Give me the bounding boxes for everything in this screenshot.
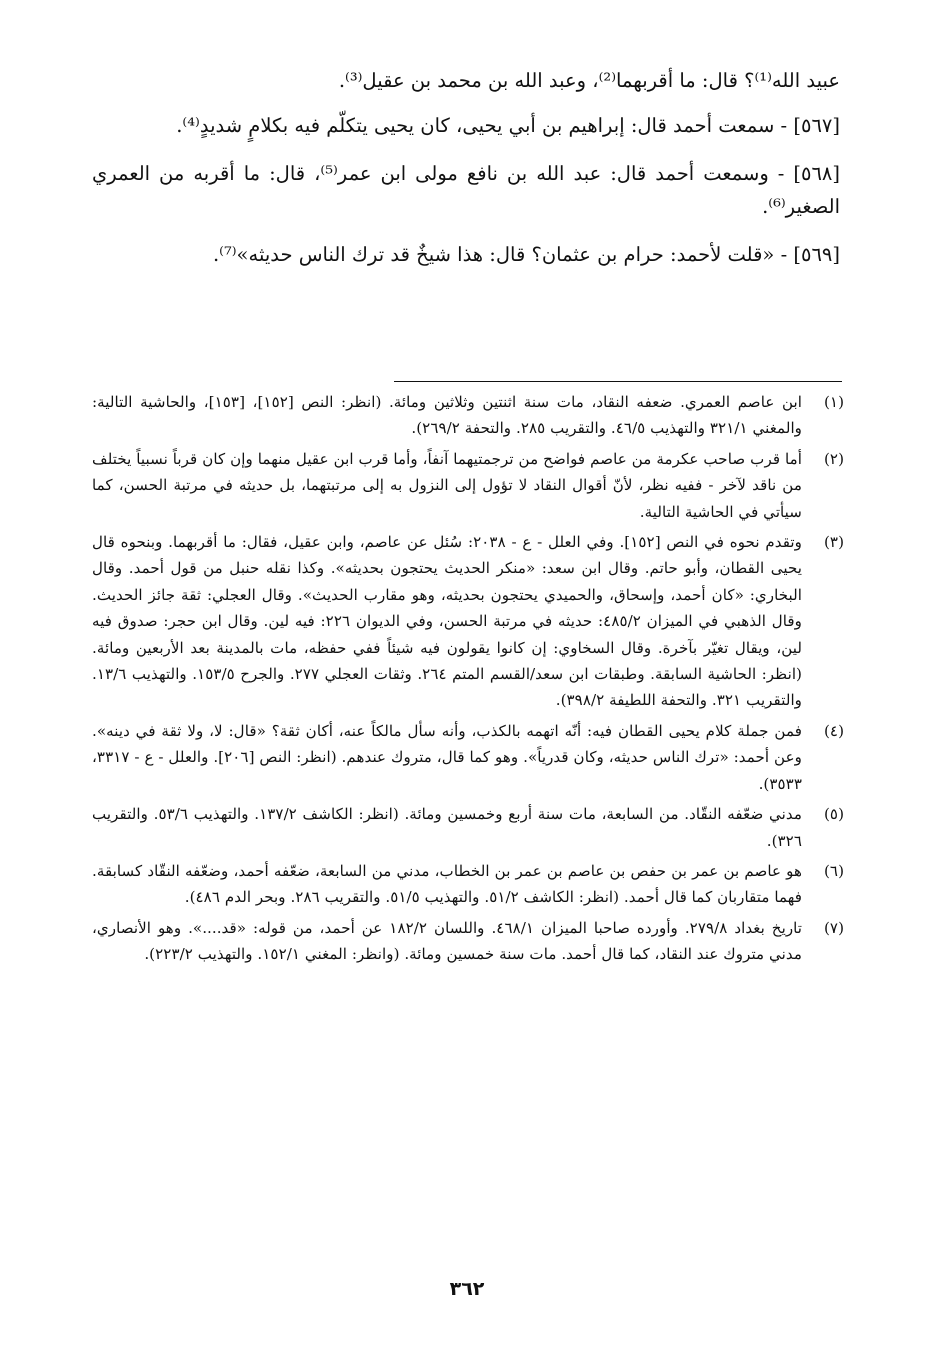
- footnote: [92, 858, 844, 911]
- footnote-text: أما قرب صاحب عكرمة من عاصم فواضح من ترجمتيهما آنفاً، وأما قرب ابن عقيل منهما وإن كان قرباً نسبياً يختلف من ناقد لآخر - ففيه نظر، لأنّ أقوال النقاد لا تؤول إلى النزول به إلى مرتبتهما، بل حديثه في مرتبة الحسن، كما سيأتي في الحاشية التالية.: [92, 449, 802, 521]
- main-paragraph: عبيد الله⁽¹⁾؟ قال: ما أقربهما⁽²⁾، وعبد الله بن محمد بن عقيل⁽³⁾.: [338, 69, 840, 92]
- main-paragraph: [٥٦٧] - سمعت أحمد قال: إبراهيم بن أبي يحيى، كان يحيى يتكلّم فيه بكلامٍ شديدٍ⁽⁴⁾.: [176, 114, 840, 137]
- footnote-text: مدني ضعّفه النقّاد. من السابعة، مات سنة أربع وخمسين ومائة. (انظر: الكاشف ١٣٧/٢. والتهذيب ٥٣/٦. والتقريب ٣٢٦).: [92, 805, 802, 850]
- footnote: [92, 801, 844, 854]
- main-paragraph: [٥٦٨] - وسمعت أحمد قال: عبد الله بن نافع مولى ابن عمر⁽⁵⁾، قال: ما أقربه من العمري الصغير⁽⁶⁾.: [92, 162, 840, 218]
- page-number: ٣٦٢: [449, 1278, 485, 1300]
- footnote: [92, 915, 844, 968]
- footnote: [92, 389, 844, 442]
- footnote-number: (٧): [823, 918, 844, 937]
- footnote-separator: [394, 381, 842, 382]
- footnote-text: ابن عاصم العمري. ضعفه النقاد، مات سنة اثنتين وثلاثين ومائة. (انظر: النص [١٥٢]، [١٥٣]، والحاشية التالية: والمغني ٣٢١/١ والتهذيب ٤٦/٥. والتقريب ٢٨٥. والتحفة ٢٦٩/٢).: [92, 393, 802, 438]
- footnote-text: فمن جملة كلام يحيى القطان فيه: أنّه اتهمه بالكذب، وأنه سأل مالكاً عنه، أكان ثقة؟ «قال: لا، ولا ثقة في دينه». وعن أحمد: «ترك الناس حديثه، وكان قدرياً». وهو كما قال، متروك عندهم. (انظر: النص [٢٠٦]. والعلل - ع - ٣٣١٧، ٣٥٣٣).: [92, 721, 802, 793]
- footnote: [92, 446, 844, 525]
- footnote-number: (٦): [823, 861, 844, 880]
- footnotes: [92, 389, 844, 972]
- main-paragraph: [٥٦٩] - «قلت لأحمد: حرام بن عثمان؟ قال: هذا شيخٌ قد ترك الناس حديثه»⁽⁷⁾.: [212, 243, 840, 266]
- footnote-text: وتقدم نحوه في النص [١٥٢]. وفي العلل - ع - ٢٠٣٨: سُئل عن عاصم، وابن عقيل، فقال: ما أقربهما. وبنحوه قال يحيى القطان، وأبو حاتم. وقال ابن سعد: «منكر الحديث يحتجون بحديثه». وكذا نقله حنبل من قول أحمد. وقال البخاري: «كان أحمد، وإسحاق، والحميدي يحتجون بحديثه، وهو مقارب الحديث». وقال العجلي: ثقة جائز الحديث. وقال الذهبي في الميزان ٤٨٥/٢: حديثه في مرتبة الحسن، وفي الديوان ٢٢٦: فيه لين. وقال ابن حجر: صدوق فيه لين، ويقال تغيّر بآخرة. وقال السخاوي: إن كانوا يقولون فيه شيئاً ففي حفظه، مات بالمدينة بعد الأربعين ومائة. (انظر: الحاشية السابقة. وطبقات ابن سعد/القسم المتم ٢٦٤. وثقات العجلي ٢٧٧. والجرح ١٥٣/٥. والتهذيب ١٣/٦. والتقريب ٣٢١. والتحفة اللطيفة ٣٩٨/٢).: [92, 533, 802, 710]
- footnote: [92, 529, 844, 714]
- footnote-text: تاريخ بغداد ٢٧٩/٨. وأورده صاحبا الميزان ٤٦٨/١. واللسان ١٨٢/٢ عن أحمد، من قوله: «قد....». وهو الأنصاري، مدني متروك عند النقاد، كما قال أحمد. مات سنة خمسين ومائة. (وانظر: المغني ١٥٢/١. والتهذيب ٢٢٣/٢).: [92, 918, 803, 964]
- main-text: [92, 64, 840, 286]
- footnote-number: (٥): [823, 805, 844, 824]
- footnote-number: (٢): [823, 449, 844, 468]
- footnote-number: (٤): [823, 721, 844, 740]
- footnote-number: (٣): [823, 533, 844, 552]
- footnote-text: هو عاصم بن عمر بن حفص بن عاصم بن عمر بن الخطاب، مدني من السابعة، ضعّفه أحمد، وضعّفه النقّاد كسابقة. فهما متقاربان كما قال أحمد. (انظر: الكاشف ٥١/٢. والتهذيب ٥١/٥. والتقريب ٢٨٦. وبحر الدم ٤٨٦).: [92, 861, 802, 907]
- footnote: [92, 718, 844, 797]
- footnote-number: (١): [823, 393, 844, 411]
